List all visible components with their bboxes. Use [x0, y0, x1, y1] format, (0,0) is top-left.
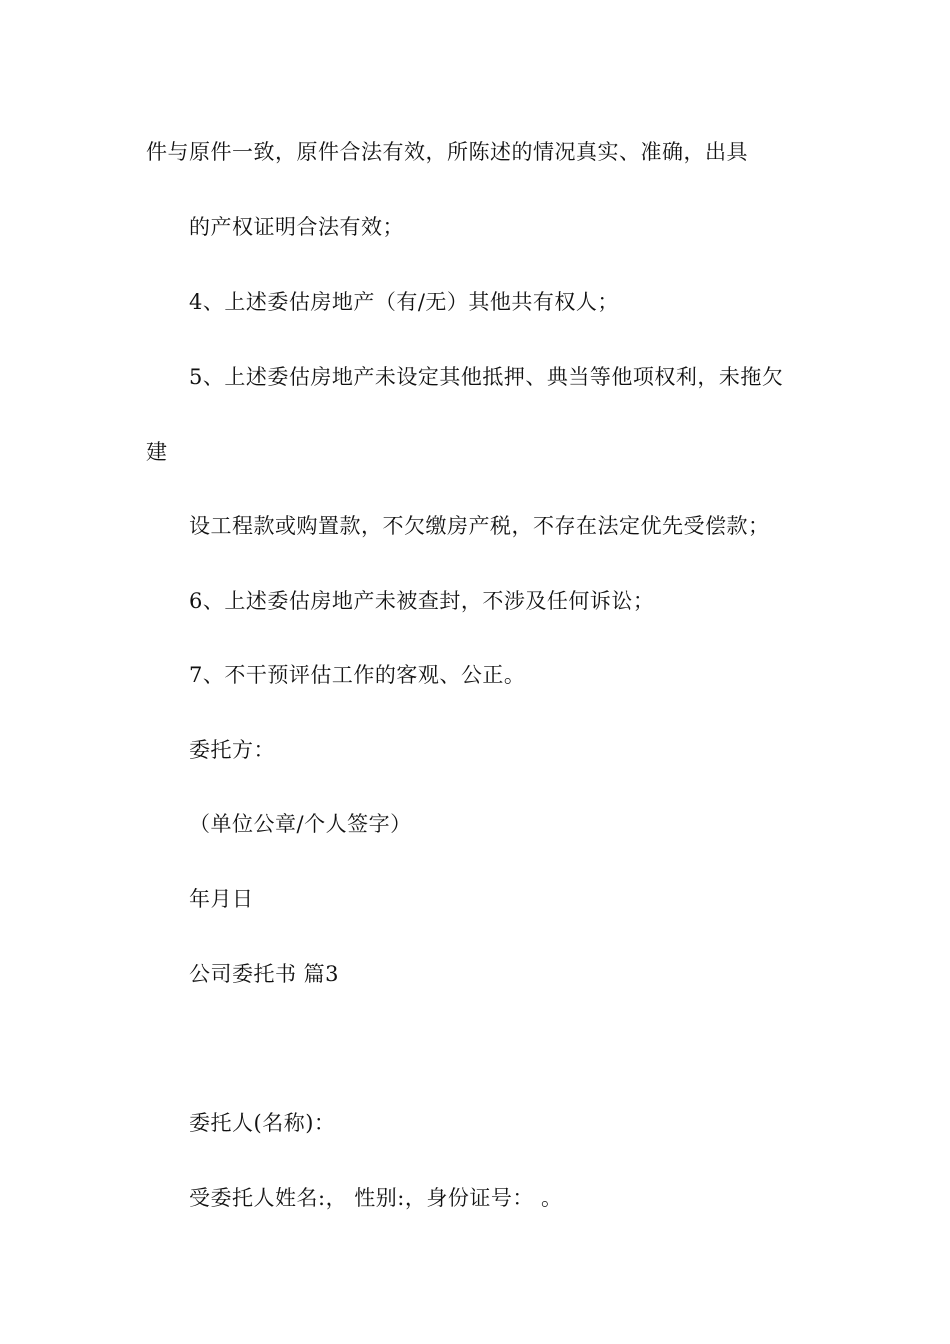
text-line-9: 委托方： [189, 738, 275, 762]
text-line-8: 7、不干预评估工作的客观、公正。 [189, 663, 526, 687]
text-line-10: （单位公章/个人签字） [189, 812, 412, 836]
text-line-7: 6、上述委估房地产未被查封，不涉及任何诉讼； [189, 589, 655, 613]
text-line-14: 受委托人姓名:， 性别:，身份证号： 。 [189, 1186, 563, 1210]
text-line-13: 委托人(名称)： [189, 1111, 336, 1135]
text-line-2: 的产权证明合法有效； [189, 215, 404, 239]
text-line-11: 年月日 [189, 887, 254, 911]
text-line-4: 5、上述委估房地产未设定其他抵押、典当等他项权利，未拖欠 [189, 365, 784, 389]
text-line-6: 设工程款或购置款，不欠缴房产税，不存在法定优先受偿款； [189, 514, 770, 538]
text-line-3: 4、上述委估房地产（有/无）其他共有权人； [189, 290, 619, 314]
text-line-5: 建 [146, 440, 168, 464]
section-heading: 公司委托书 篇3 [189, 962, 340, 986]
text-line-1: 件与原件一致，原件合法有效，所陈述的情况真实、准确，出具 [146, 140, 748, 164]
